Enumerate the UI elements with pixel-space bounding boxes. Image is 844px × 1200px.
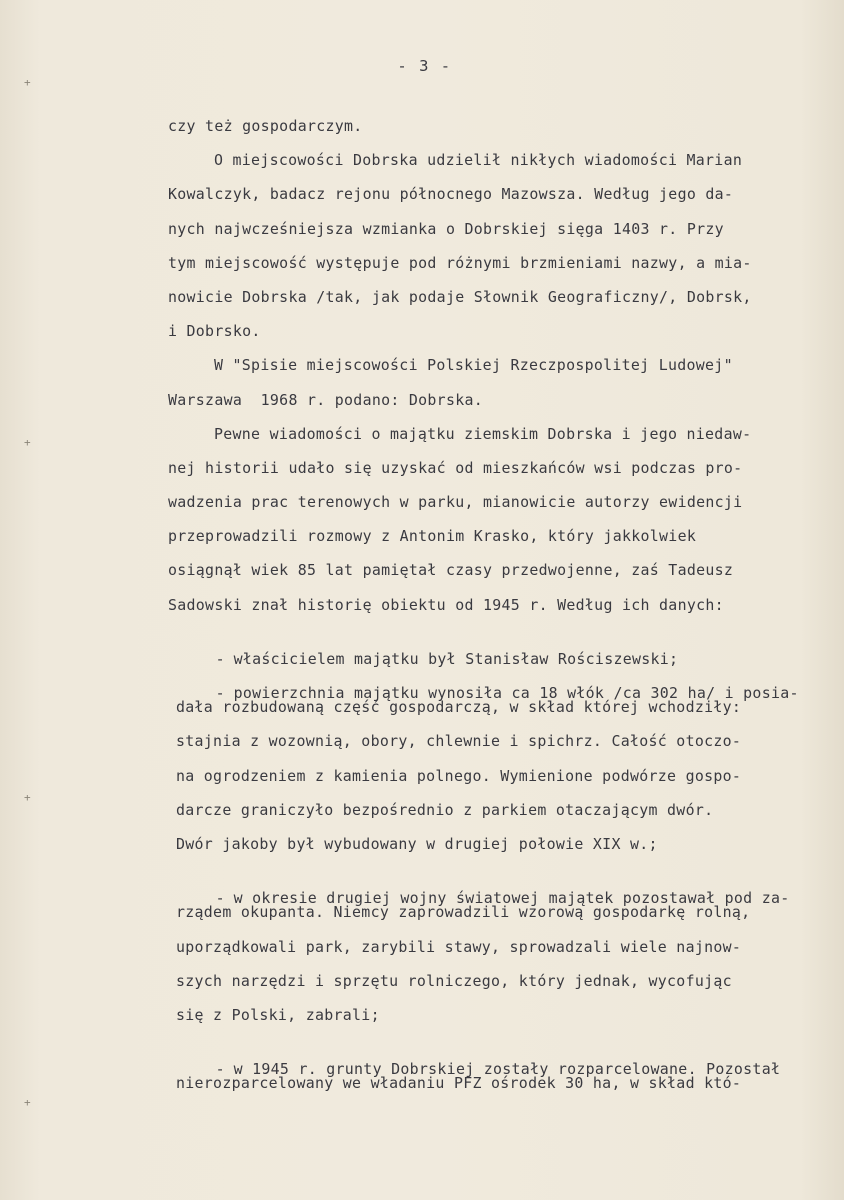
text-line: O miejscowości Dobrska udzielił nikłych wiadomości Marian <box>214 151 743 170</box>
text-line: Pewne wiadomości o majątku ziemskim Dobrska i jego niedaw- <box>214 424 752 443</box>
bullet-dash: - <box>215 649 225 668</box>
text-line: dała rozbudowaną część gospodarczą, w skład której wchodziły: <box>176 698 742 717</box>
list-item <box>160 629 828 668</box>
text-line: wadzenia prac terenowych w parku, mianowicie autorzy ewidencji <box>168 493 743 512</box>
list-item-text: w okresie drugiej wojny światowej majątek pozostawał pod za- <box>233 889 790 908</box>
text-line: Sadowski znał historię obiektu od 1945 r. Według ich danych: <box>168 595 724 614</box>
text-line: i Dobrsko. <box>168 322 261 341</box>
typed-text-body <box>168 116 828 1107</box>
list-item-text: właścicielem majątku był Stanisław Rościszewski; <box>233 649 679 668</box>
text-line: Kowalczyk, badacz rejonu północnego Mazowsza. Według jego da- <box>168 185 734 204</box>
text-line: rządem okupanta. Niemcy zaprowadzili wzorową gospodarkę rolną, <box>176 903 751 922</box>
bullet-dash: - <box>215 889 225 908</box>
text-line: W "Spisie miejscowości Polskiej Rzeczpospolitej Ludowej" <box>214 356 733 375</box>
list-item <box>160 868 828 908</box>
text-line: tym miejscowość występuje pod różnymi brzmieniami nazwy, a mia- <box>168 253 752 272</box>
text-line: uporządkowali park, zarybili stawy, sprowadzali wiele najnow- <box>176 937 742 956</box>
list-item <box>160 1039 828 1079</box>
page-number: - 3 - <box>397 57 452 75</box>
bullet-dash: - <box>215 684 225 702</box>
text-line: się z Polski, zabrali; <box>176 1005 380 1024</box>
text-line: Dwór jakoby był wybudowany w drugiej połowie XIX w.; <box>176 834 658 853</box>
text-line: szych narzędzi i sprzętu rolniczego, który jednak, wycofując <box>176 971 732 990</box>
text-line: stajnia z wozownią, obory, chlewnie i spichrz. Całość otoczo- <box>176 732 742 751</box>
punch-mark: + <box>24 791 31 804</box>
text-line: nierozparcelowany we władaniu PFZ ośrodek 30 ha, w skład któ- <box>176 1074 742 1093</box>
text-line: nej historii udało się uzyskać od mieszkańców wsi podczas pro- <box>168 458 743 477</box>
punch-mark: + <box>24 76 31 89</box>
text-line: przeprowadzili rozmowy z Antonim Krasko, który jakkolwiek <box>168 527 697 546</box>
bullet-dash: - <box>215 1060 225 1079</box>
text-line: osiągnął wiek 85 lat pamiętał czasy przedwojenne, zaś Tadeusz <box>168 561 734 580</box>
punch-mark: + <box>24 436 31 449</box>
list-item-text: powierzchnia majątku wynosiła ca 18 włók /ca 302 ha/ i posia- <box>233 684 799 702</box>
text-line: nowicie Dobrska /tak, jak podaje Słownik Geograficzny/, Dobrsk, <box>168 287 752 306</box>
list-item-text: w 1945 r. grunty Dobrskiej zostały rozparcelowane. Pozostał <box>233 1060 781 1079</box>
punch-mark: + <box>24 1096 31 1109</box>
text-line: Warszawa 1968 r. podano: Dobrska. <box>168 390 484 409</box>
text-line: nych najwcześniejsza wzmianka o Dobrskiej sięga 1403 r. Przy <box>168 219 724 238</box>
text-line: darcze graniczyło bezpośrednio z parkiem otaczającym dwór. <box>176 800 714 819</box>
text-line: czy też gospodarczym. <box>168 117 363 135</box>
text-line: na ogrodzeniem z kamienia polnego. Wymienione podwórze gospo- <box>176 766 742 785</box>
